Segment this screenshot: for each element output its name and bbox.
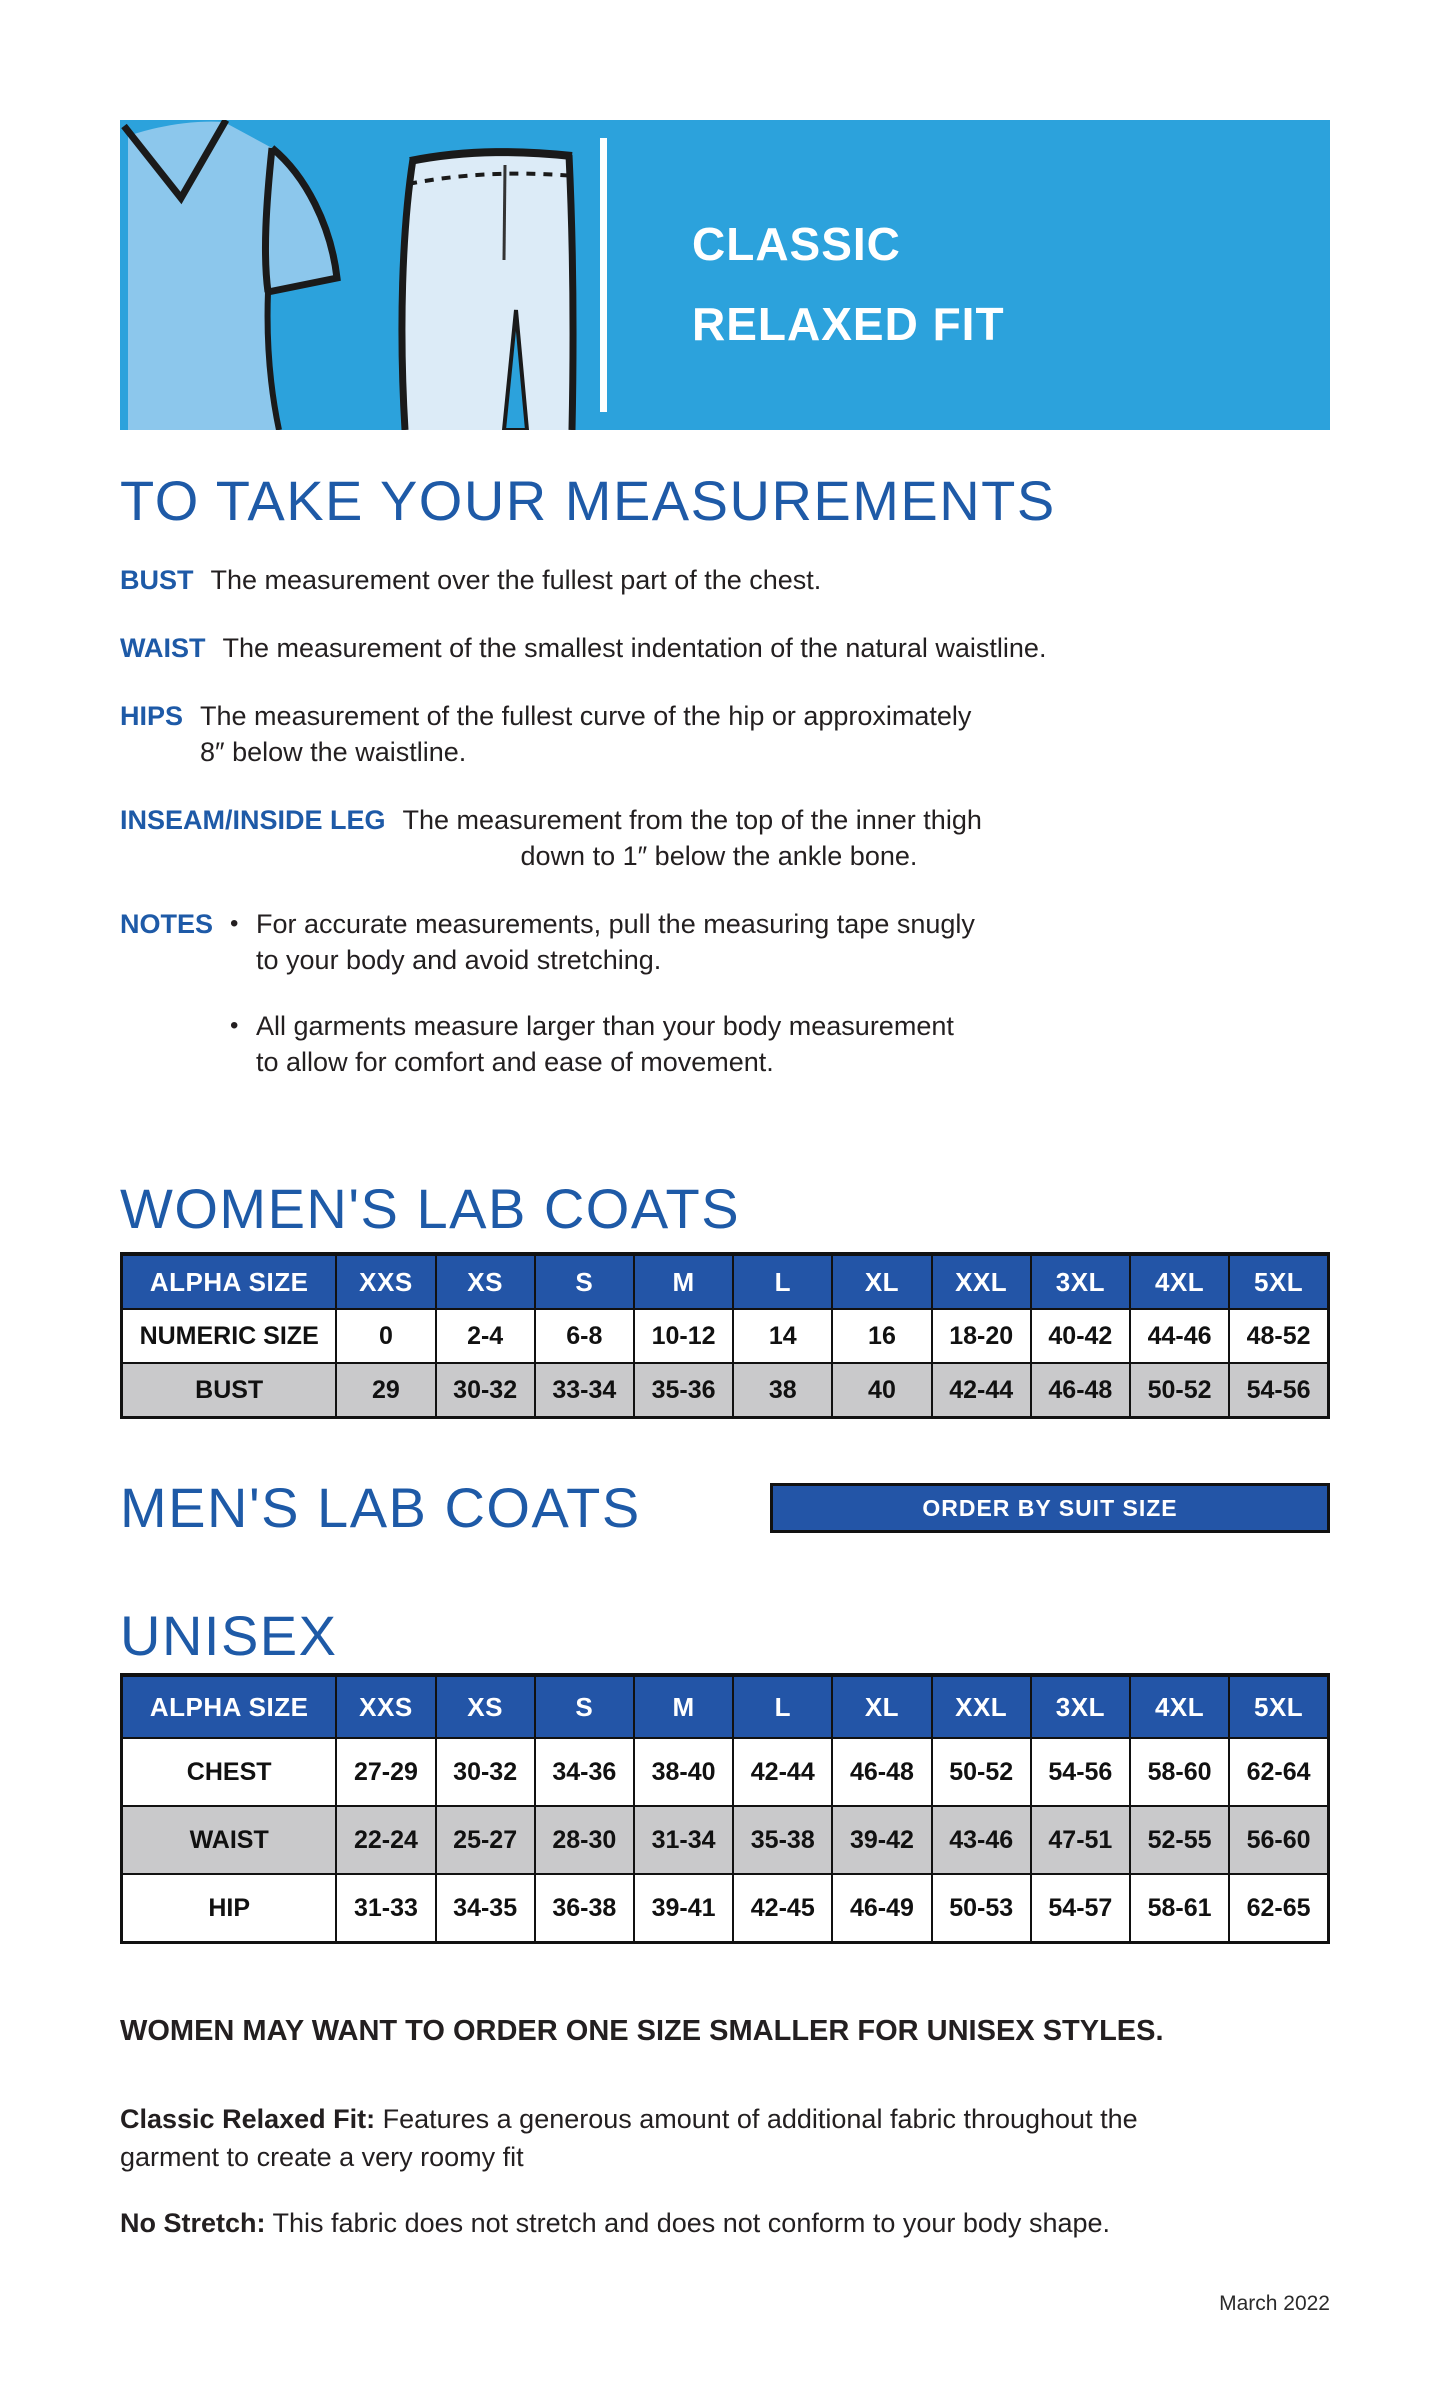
column-header: M [634, 1254, 733, 1309]
column-header: XL [832, 1675, 931, 1738]
mens-lab-coats-row [120, 1476, 1330, 1539]
row-label: HIP [122, 1874, 337, 1943]
size-value-cell: 58-60 [1130, 1738, 1229, 1806]
row-label: NUMERIC SIZE [122, 1309, 337, 1363]
column-header: S [535, 1675, 634, 1738]
size-value-cell: 50-52 [932, 1738, 1031, 1806]
size-value-cell: 25-27 [436, 1806, 535, 1874]
size-value-cell: 28-30 [535, 1806, 634, 1874]
banner-divider [600, 138, 607, 412]
size-value-cell: 31-33 [336, 1874, 435, 1943]
table-row [122, 1806, 1329, 1874]
measurement-item [120, 630, 1330, 666]
column-header: XS [436, 1675, 535, 1738]
column-header: ALPHA SIZE [122, 1675, 337, 1738]
size-value-cell: 16 [832, 1309, 931, 1363]
measurement-term: WAIST [120, 633, 206, 663]
measurement-list [120, 562, 1330, 1080]
unisex-size-table [120, 1673, 1330, 1944]
size-value-cell: 27-29 [336, 1738, 435, 1806]
size-value-cell: 52-55 [1130, 1806, 1229, 1874]
size-value-cell: 44-46 [1130, 1309, 1229, 1363]
unisex-sizing-note: WOMEN MAY WANT TO ORDER ONE SIZE SMALLER FOR UNISEX STYLES. [120, 2015, 1164, 2047]
size-value-cell: 35-38 [733, 1806, 832, 1874]
measurement-term: NOTES [120, 909, 214, 939]
measurement-term: BUST [120, 565, 194, 595]
size-value-cell: 30-32 [436, 1738, 535, 1806]
table-row [122, 1309, 1329, 1363]
table-row [122, 1738, 1329, 1806]
size-value-cell: 31-34 [634, 1806, 733, 1874]
size-value-cell: 46-48 [1031, 1363, 1130, 1418]
size-value-cell: 54-56 [1229, 1363, 1328, 1418]
no-stretch-note [120, 2204, 1330, 2242]
column-header: XXL [932, 1254, 1031, 1309]
size-value-cell: 43-46 [932, 1806, 1031, 1874]
banner-title-line1: CLASSIC [692, 218, 901, 270]
size-value-cell: 62-65 [1229, 1874, 1328, 1943]
mens-lab-coats-heading: MEN'S LAB COATS [120, 1476, 641, 1539]
measurement-item [120, 698, 1330, 770]
column-header: XL [832, 1254, 931, 1309]
revision-date: March 2022 [1219, 2292, 1330, 2315]
size-value-cell: 54-56 [1031, 1738, 1130, 1806]
size-value-cell: 42-44 [733, 1738, 832, 1806]
size-value-cell: 36-38 [535, 1874, 634, 1943]
size-value-cell: 38-40 [634, 1738, 733, 1806]
stretch-note-label: No Stretch: [120, 2208, 266, 2238]
column-header: XXL [932, 1675, 1031, 1738]
size-value-cell: 33-34 [535, 1363, 634, 1418]
measurement-item [120, 906, 1330, 1080]
measurement-definition: The measurement from the top of the inner thigh down to 1″ below the ankle bone. [402, 805, 982, 871]
column-header: 3XL [1031, 1254, 1130, 1309]
measurement-definition: The measurement of the smallest indentation of the natural waistline. [222, 633, 1047, 663]
column-header: S [535, 1254, 634, 1309]
bullet-icon: • [230, 1012, 239, 1039]
measurements-heading: TO TAKE YOUR MEASUREMENTS [120, 469, 1056, 532]
measurement-term: HIPS [120, 701, 184, 731]
size-value-cell: 34-35 [436, 1874, 535, 1943]
banner-title-line2: RELAXED FIT [692, 298, 1005, 350]
size-value-cell: 34-36 [535, 1738, 634, 1806]
unisex-heading: UNISEX [120, 1604, 338, 1667]
column-header: 3XL [1031, 1675, 1130, 1738]
column-header: L [733, 1254, 832, 1309]
size-value-cell: 62-64 [1229, 1738, 1328, 1806]
measurement-item [120, 802, 1330, 874]
size-value-cell: 30-32 [436, 1363, 535, 1418]
column-header: M [634, 1675, 733, 1738]
fit-note-label: Classic Relaxed Fit: [120, 2104, 376, 2134]
size-value-cell: 22-24 [336, 1806, 435, 1874]
note-bullet: • For accurate measurements, pull the measuring tape snugly to your body and avoid stretching. [230, 906, 975, 978]
column-header: 5XL [1229, 1254, 1328, 1309]
stretch-note-text: This fabric does not stretch and does not conform to your body shape. [265, 2208, 1111, 2238]
womens-lab-coats-heading: WOMEN'S LAB COATS [120, 1177, 741, 1240]
womens-size-table [120, 1252, 1330, 1419]
measurement-definition [230, 906, 975, 1080]
fit-note-text: Features a generous amount of additional fabric throughout the garment to create a very roomy fit [120, 2104, 1138, 2172]
column-header: 4XL [1130, 1675, 1229, 1738]
measurement-definition: The measurement of the fullest curve of the hip or approximately 8″ below the waistline. [200, 701, 972, 767]
table-header-row [122, 1254, 1329, 1309]
size-value-cell: 50-52 [1130, 1363, 1229, 1418]
table-row [122, 1874, 1329, 1943]
column-header: L [733, 1675, 832, 1738]
size-value-cell: 14 [733, 1309, 832, 1363]
size-value-cell: 35-36 [634, 1363, 733, 1418]
classic-relaxed-fit-note [120, 2100, 1165, 2176]
size-value-cell: 40 [832, 1363, 931, 1418]
size-value-cell: 46-49 [832, 1874, 931, 1943]
column-header: XXS [336, 1675, 435, 1738]
column-header: ALPHA SIZE [122, 1254, 337, 1309]
column-header: XS [436, 1254, 535, 1309]
size-value-cell: 50-53 [932, 1874, 1031, 1943]
column-header: 4XL [1130, 1254, 1229, 1309]
column-header: 5XL [1229, 1675, 1328, 1738]
size-value-cell: 42-44 [932, 1363, 1031, 1418]
size-value-cell: 46-48 [832, 1738, 931, 1806]
size-value-cell: 29 [336, 1363, 435, 1418]
size-value-cell: 38 [733, 1363, 832, 1418]
size-value-cell: 54-57 [1031, 1874, 1130, 1943]
column-header: XXS [336, 1254, 435, 1309]
note-bullet: • All garments measure larger than your body measurement to allow for comfort and ease of movement. [230, 1008, 975, 1080]
size-value-cell: 39-41 [634, 1874, 733, 1943]
size-value-cell: 48-52 [1229, 1309, 1328, 1363]
size-value-cell: 18-20 [932, 1309, 1031, 1363]
size-value-cell: 0 [336, 1309, 435, 1363]
measurement-term: INSEAM/INSIDE LEG [120, 805, 386, 835]
measurement-item [120, 562, 1330, 598]
size-value-cell: 2-4 [436, 1309, 535, 1363]
scrub-top-and-pants-icon [120, 120, 590, 430]
banner-title [692, 204, 1005, 364]
size-value-cell: 42-45 [733, 1874, 832, 1943]
measurement-definition: The measurement over the fullest part of the chest. [210, 565, 822, 595]
bullet-icon: • [230, 910, 239, 937]
order-by-suit-size-button[interactable]: ORDER BY SUIT SIZE [770, 1483, 1330, 1533]
table-row [122, 1363, 1329, 1418]
size-value-cell: 56-60 [1229, 1806, 1328, 1874]
row-label: WAIST [122, 1806, 337, 1874]
size-value-cell: 6-8 [535, 1309, 634, 1363]
size-value-cell: 58-61 [1130, 1874, 1229, 1943]
size-value-cell: 47-51 [1031, 1806, 1130, 1874]
size-value-cell: 39-42 [832, 1806, 931, 1874]
row-label: BUST [122, 1363, 337, 1418]
size-value-cell: 10-12 [634, 1309, 733, 1363]
table-header-row [122, 1675, 1329, 1738]
row-label: CHEST [122, 1738, 337, 1806]
classic-relaxed-fit-banner [120, 120, 1330, 430]
size-value-cell: 40-42 [1031, 1309, 1130, 1363]
